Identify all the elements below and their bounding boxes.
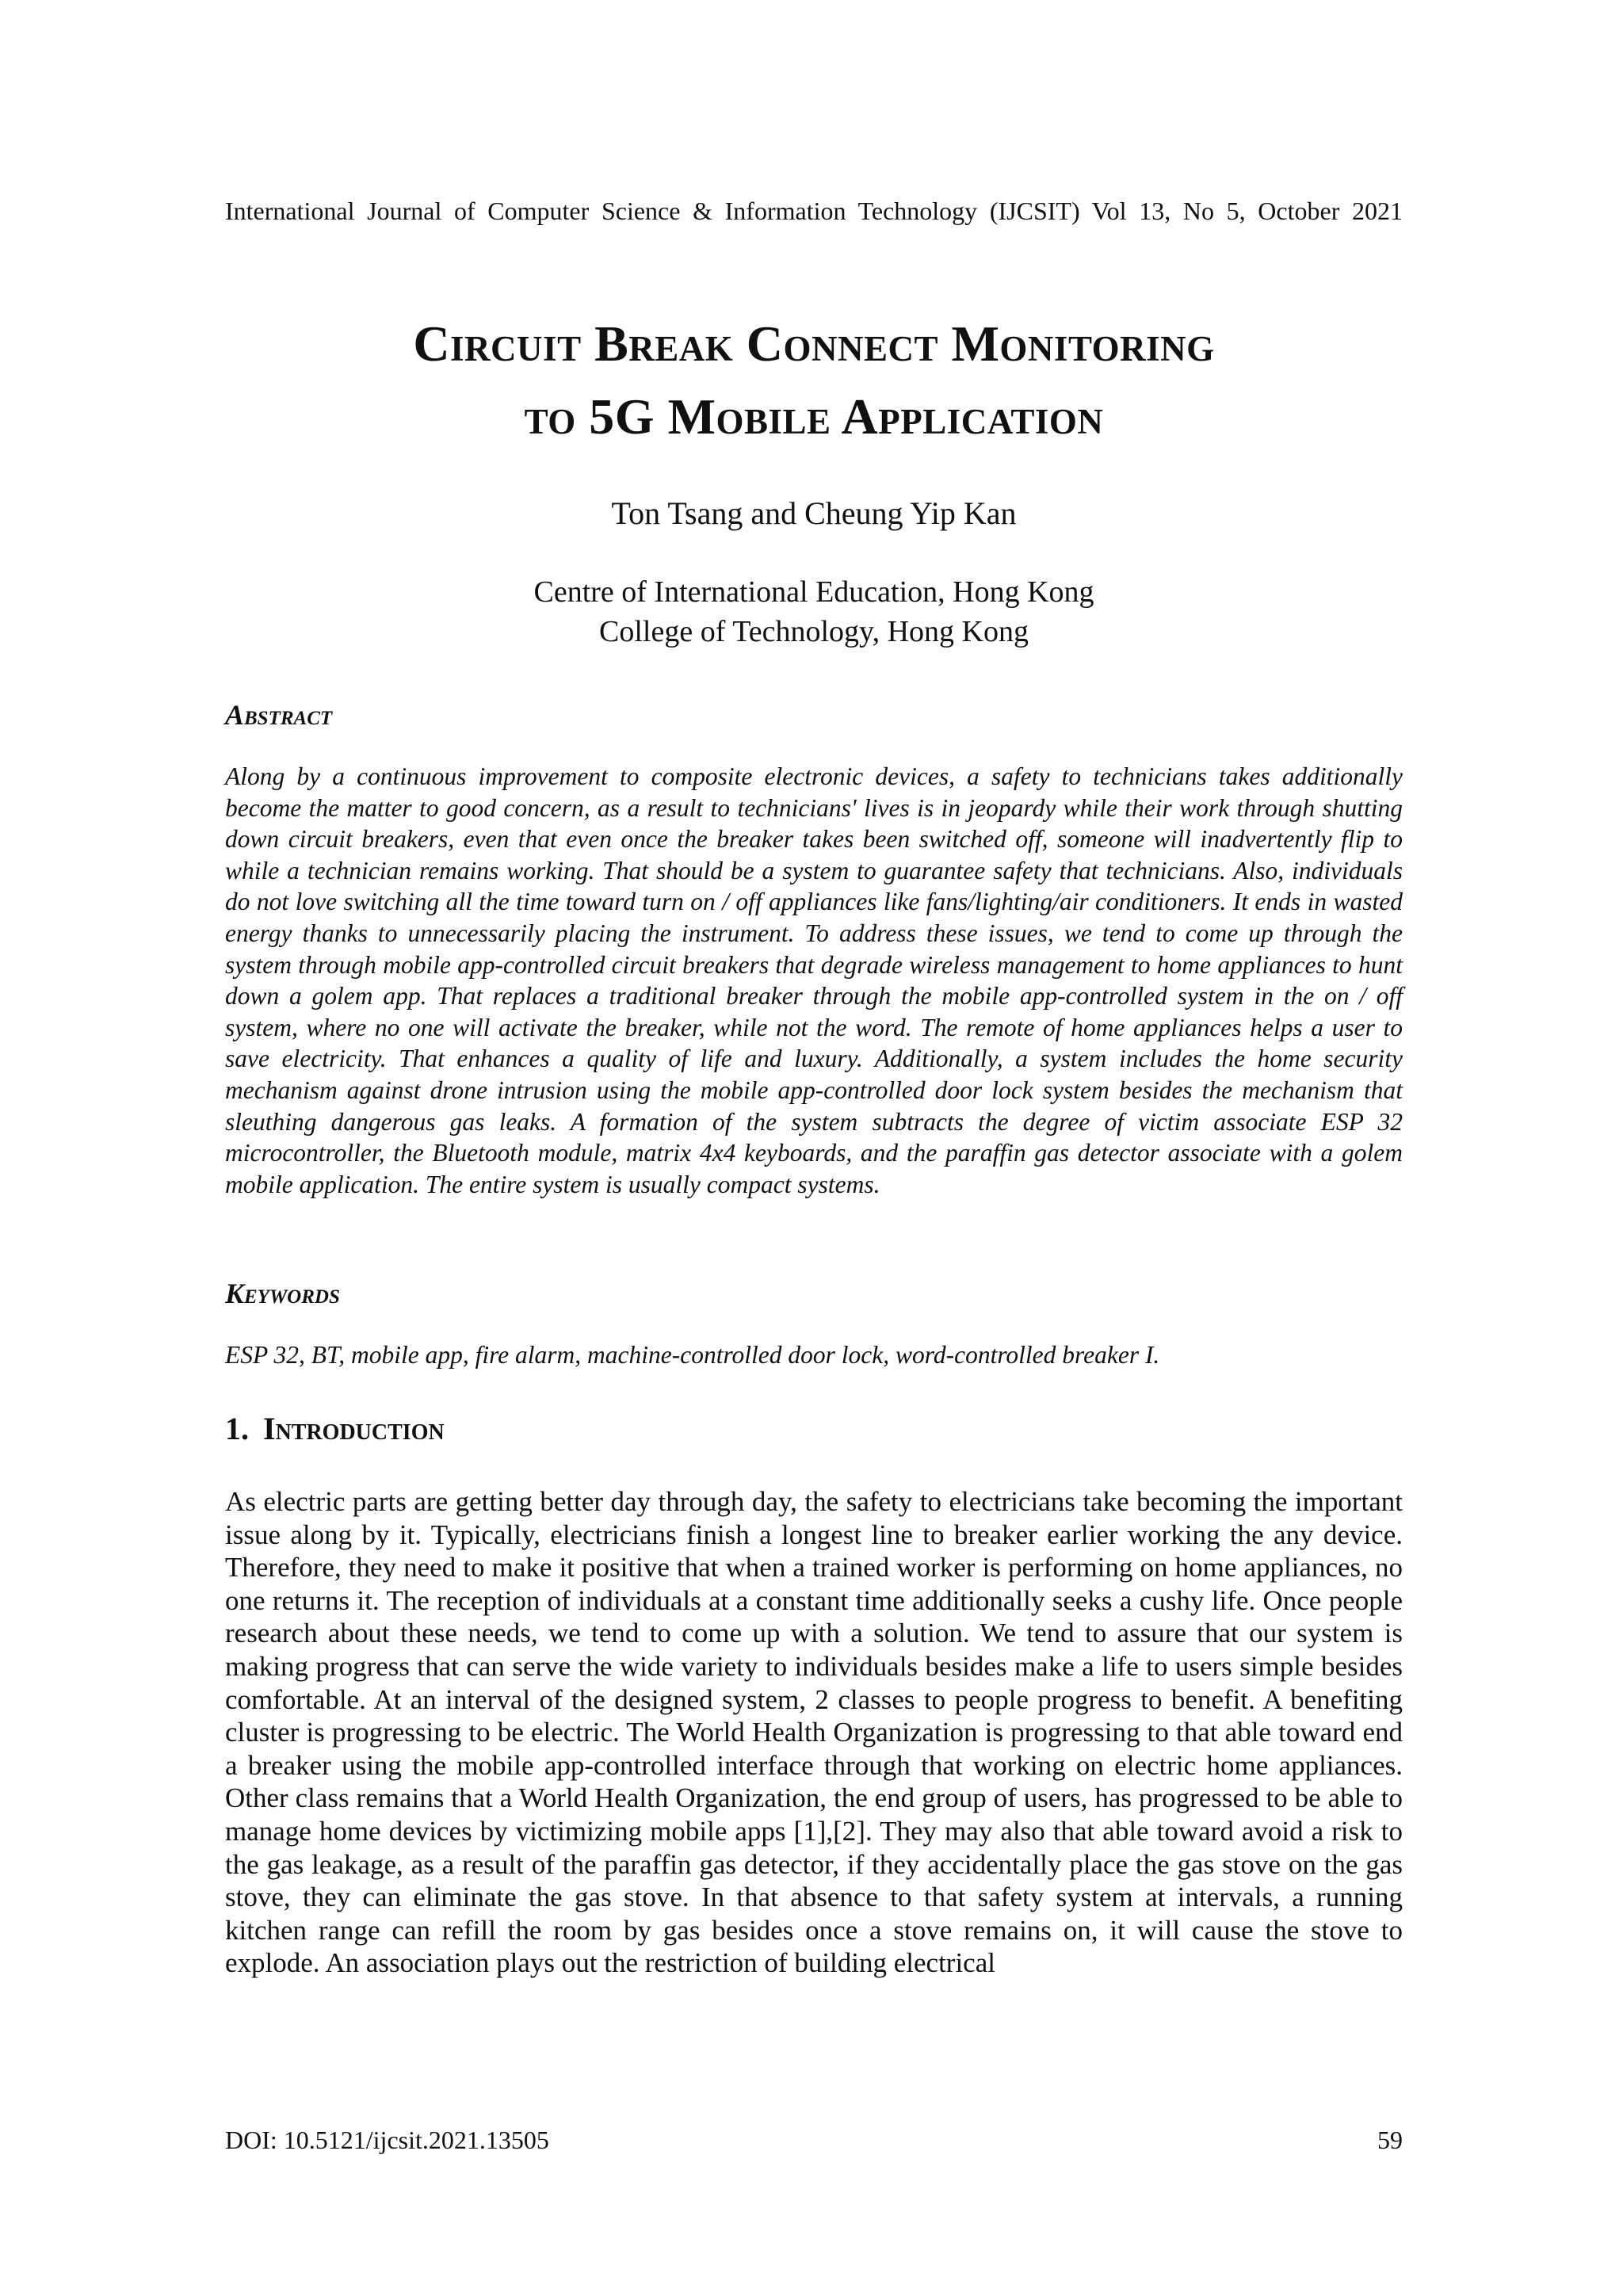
abstract-heading: Abstract xyxy=(225,699,333,731)
page-number: 59 xyxy=(1377,2126,1403,2154)
keywords-text: ESP 32, BT, mobile app, fire alarm, machine-controlled door lock, word-controlled breaker I. xyxy=(225,1341,1160,1369)
affiliations xyxy=(225,572,1403,651)
page-footer xyxy=(225,2124,1403,2156)
abstract-text: Along by a continuous improvement to composite electronic devices, a safety to technicians takes additionally become the matter to good concern, as a result to technicians' lives is in jeopardy while their work through shutting down circuit breakers, even that even once the breaker takes been switched off, someone will inadvertently flip to while a technician remains working. That should be a system to guarantee safety that technicians. Also, individuals do not love switching all the time toward turn on / off appliances like fans/lighting/air conditioners. It ends in wasted energy thanks to unnecessarily placing the instrument. To address these issues, we tend to come up through the system through mobile app-controlled circuit breakers that degrade wireless management to home appliances to hunt down a golem app. That replaces a traditional breaker through the mobile app-controlled system in the on / off system, where no one will activate the breaker, while not the word. The remote of home appliances helps a user to save electricity. That enhances a quality of life and luxury. Additionally, a system includes the home security mechanism against drone intrusion using the mobile app-controlled door lock system besides the mechanism that sleuthing dangerous gas leaks. A formation of the system subtracts the degree of victim associate ESP 32 microcontroller, the Bluetooth module, matrix 4x4 keyboards, and the paraffin gas detector associate with a golem mobile application. The entire system is usually compact systems. xyxy=(225,762,1403,1198)
doi-text: DOI: 10.5121/ijcsit.2021.13505 xyxy=(225,2126,549,2154)
affiliation-2: College of Technology, Hong Kong xyxy=(599,615,1029,648)
running-header: International Journal of Computer Science & Information Technology (IJCSIT) Vol 13, No 5, October 2021 xyxy=(225,197,1403,225)
authors: Ton Tsang and Cheung Yip Kan xyxy=(611,495,1017,531)
paper-title xyxy=(225,308,1403,453)
keywords-heading: Keywords xyxy=(225,1278,340,1309)
title-line-2: to 5G Mobile Application xyxy=(524,388,1104,445)
section-title: Introduction xyxy=(263,1411,445,1446)
affiliation-1: Centre of International Education, Hong Kong xyxy=(533,575,1094,609)
title-line-1: Circuit Break Connect Monitoring xyxy=(413,315,1215,372)
section-number: 1. xyxy=(225,1411,249,1446)
introduction-heading xyxy=(225,1409,445,1449)
introduction-text: As electric parts are getting better day through day, the safety to electricians take becoming the important issue along by it. Typically, electricians finish a longest line to breaker earlier working the any device. Therefore, they need to make it positive that when a trained worker is performing on home appliances, no one returns it. The reception of individuals at a constant time additionally seeks a cushy life. Once people research about these needs, we tend to come up with a solution. We tend to assure that our system is making progress that can serve the wide variety to individuals besides make a life to users simple besides comfortable. At an interval of the designed system, 2 classes to people progress to benefit. A benefiting cluster is progressing to be electric. The World Health Organization is progressing to that able toward end a breaker using the mobile app-controlled interface through that working on electric home appliances. Other class remains that a World Health Organization, the end group of users, has progressed to be able to manage home devices by victimizing mobile apps [1],[2]. They may also that able toward avoid a risk to the gas leakage, as a result of the paraffin gas detector, if they accidentally place the gas stove on the gas stove, they can eliminate the gas stove. In that absence to that safety system at intervals, a running kitchen range can refill the room by gas besides once a stove remains on, it will cause the stove to explode. An association plays out the restriction of building electrical xyxy=(225,1486,1403,1979)
